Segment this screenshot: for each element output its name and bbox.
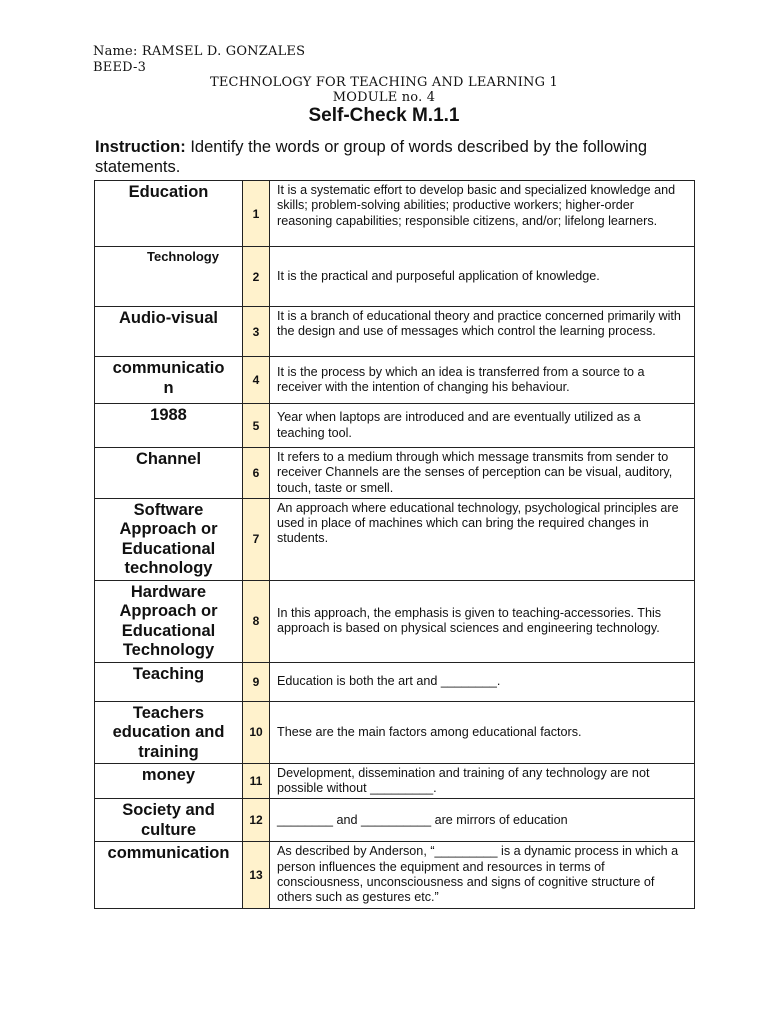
answer-cell: Technology — [95, 247, 243, 307]
page-title: Self-Check M.1.1 — [308, 105, 460, 126]
instruction-paragraph — [95, 137, 695, 177]
course-section: BEED-3 — [93, 60, 147, 75]
answer-table — [94, 180, 695, 909]
answer-cell: communication — [95, 842, 243, 908]
instruction-text: Identify the words or group of words described by the following statements. — [95, 138, 648, 176]
answer-cell: Society and culture — [95, 799, 243, 842]
item-number: 10 — [243, 701, 270, 763]
subject-title: TECHNOLOGY FOR TEACHING AND LEARNING 1 — [210, 75, 558, 90]
answer-cell: Software Approach or Educational technology — [95, 498, 243, 580]
statement-cell: It is the practical and purposeful application of knowledge. — [270, 247, 695, 307]
item-number: 13 — [243, 842, 270, 908]
statement-cell: In this approach, the emphasis is given to teaching-accessories. This approach is based on physical sciences and engineering technology. — [270, 580, 695, 662]
table-row — [95, 763, 695, 799]
statement-cell: An approach where educational technology, psychological principles are used in place of machines which can bring the required changes in students. — [270, 498, 695, 580]
item-number: 3 — [243, 307, 270, 357]
item-number: 12 — [243, 799, 270, 842]
table-row — [95, 842, 695, 908]
item-number: 1 — [243, 181, 270, 247]
answer-cell: 1988 — [95, 404, 243, 448]
table-row — [95, 701, 695, 763]
module-title: MODULE no. 4 — [332, 90, 436, 105]
answer-cell: communicatio n — [95, 357, 243, 404]
item-number: 6 — [243, 448, 270, 499]
statement-cell: Year when laptops are introduced and are eventually utilized as a teaching tool. — [270, 404, 695, 448]
student-name: Name: RAMSEL D. GONZALES — [93, 44, 306, 59]
answer-cell: money — [95, 763, 243, 799]
answer-cell: Channel — [95, 448, 243, 499]
instruction-label: Instruction: — [95, 138, 186, 156]
item-number: 7 — [243, 498, 270, 580]
table-row — [95, 181, 695, 247]
item-number: 5 — [243, 404, 270, 448]
statement-cell: Education is both the art and ________. — [270, 662, 695, 701]
statement-cell: As described by Anderson, “_________ is a dynamic process in which a person influences the equipment and resources in terms of consciousness, unconsciousness and signs of cognitive structure of others such as gestures etc.” — [270, 842, 695, 908]
answer-cell: Education — [95, 181, 243, 247]
table-row — [95, 799, 695, 842]
statement-cell: Development, dissemination and training of any technology are not possible without _________. — [270, 763, 695, 799]
table-row — [95, 448, 695, 499]
table-row — [95, 357, 695, 404]
table-row — [95, 498, 695, 580]
item-number: 2 — [243, 247, 270, 307]
item-number: 11 — [243, 763, 270, 799]
answer-cell: Audio-visual — [95, 307, 243, 357]
table-row — [95, 307, 695, 357]
answer-cell: Teachers education and training — [95, 701, 243, 763]
table-row — [95, 247, 695, 307]
statement-cell: These are the main factors among educational factors. — [270, 701, 695, 763]
statement-cell: It is a systematic effort to develop basic and specialized knowledge and skills; problem-solving abilities; productive workers; higher-order reasoning capabilities; responsible citizens, and/or; lifelong learners. — [270, 181, 695, 247]
statement-cell: It is a branch of educational theory and practice concerned primarily with the design and use of messages which control the learning process. — [270, 307, 695, 357]
table-row — [95, 404, 695, 448]
table-row — [95, 580, 695, 662]
statement-cell: It refers to a medium through which message transmits from sender to receiver Channels are the senses of perception can be visual, auditory, touch, taste or smell. — [270, 448, 695, 499]
statement-cell: It is the process by which an idea is transferred from a source to a receiver with the intention of changing his behaviour. — [270, 357, 695, 404]
answer-cell: Hardware Approach or Educational Technology — [95, 580, 243, 662]
statement-cell: ________ and __________ are mirrors of education — [270, 799, 695, 842]
answer-cell: Teaching — [95, 662, 243, 701]
item-number: 9 — [243, 662, 270, 701]
item-number: 8 — [243, 580, 270, 662]
table-row — [95, 662, 695, 701]
item-number: 4 — [243, 357, 270, 404]
